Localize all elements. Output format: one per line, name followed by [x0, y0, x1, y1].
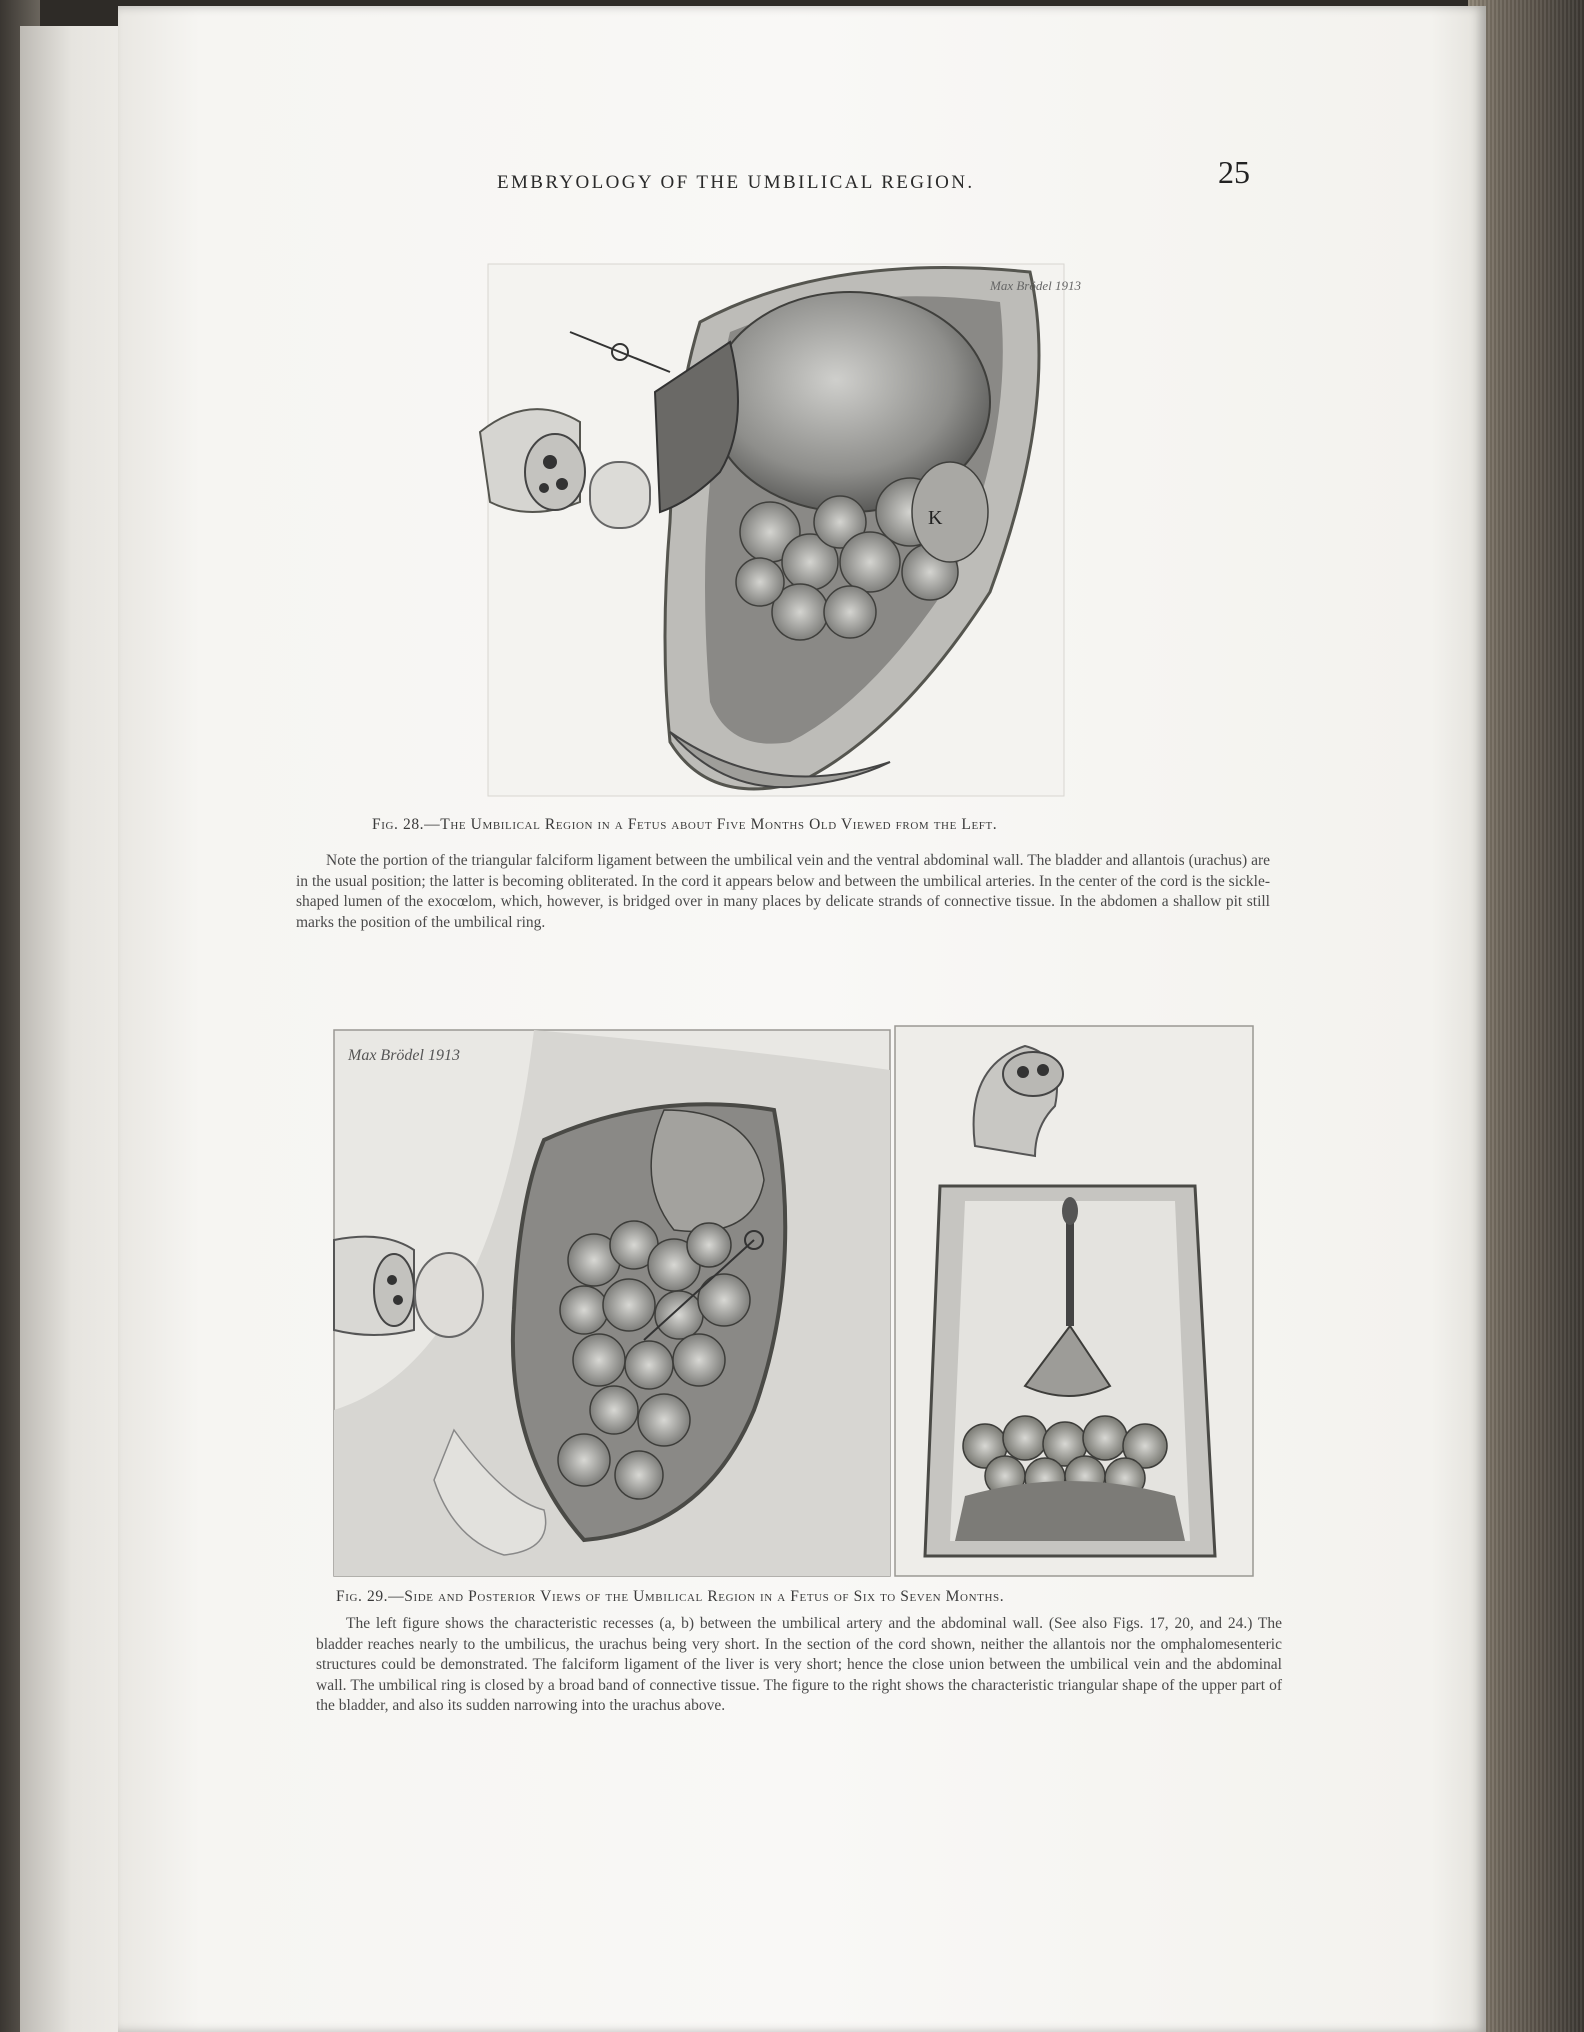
figure-29-right-illustration	[895, 1026, 1253, 1576]
page-number: 25	[1218, 154, 1250, 190]
signature-fig29: Max Brödel 1913	[348, 1047, 460, 1064]
figure-28-illustration	[470, 262, 1081, 800]
running-head: EMBRYOLOGY OF THE UMBILICAL REGION.	[497, 172, 975, 193]
figure-29-caption-body: The left figure shows the characteristic recesses (a, b) between the umbilical artery and the abdominal wall. (See also Figs. 17, 20, and 24.) The bladder reaches nearly to the umbilicus, the urachus being very short. In the section of the cord shown, neither the allantois nor the omphalomesenteric structures could be demonstrated. The falciform ligament of the liver is very short; hence the close union between the umbilical vein and the abdominal wall. The umbilical ring is closed by a broad band of connective tissue. The figure to the right shows the characteristic triangular shape of the upper part of the bladder, and also its sudden narrowing into the urachus above.	[316, 1615, 1282, 1714]
figure-29-left-illustration	[334, 1030, 890, 1576]
figure-28-caption-title: Fig. 28.—The Umbilical Region in a Fetus about Five Months Old Viewed from the Left.	[372, 816, 998, 833]
label-K: K	[928, 507, 943, 529]
figure-29-caption-title: Fig. 29.—Side and Posterior Views of the Umbilical Region in a Fetus of Six to Seven Months.	[336, 1588, 1005, 1605]
signature-fig28: Max Brödel 1913	[990, 278, 1081, 293]
figure-28-caption-body: Note the portion of the triangular falciform ligament between the umbilical vein and the ventral abdominal wall. The bladder and allantois (urachus) are in the usual position; the latter is becoming obliterated. In the cord it appears below and between the umbilical arteries. In the center of the cord is the sickle-shaped lumen of the exocœlom, which, however, is bridged over in many places by delicate strands of connective tissue. In the abdomen a shallow pit still marks the position of the umbilical ring.	[296, 852, 1270, 931]
